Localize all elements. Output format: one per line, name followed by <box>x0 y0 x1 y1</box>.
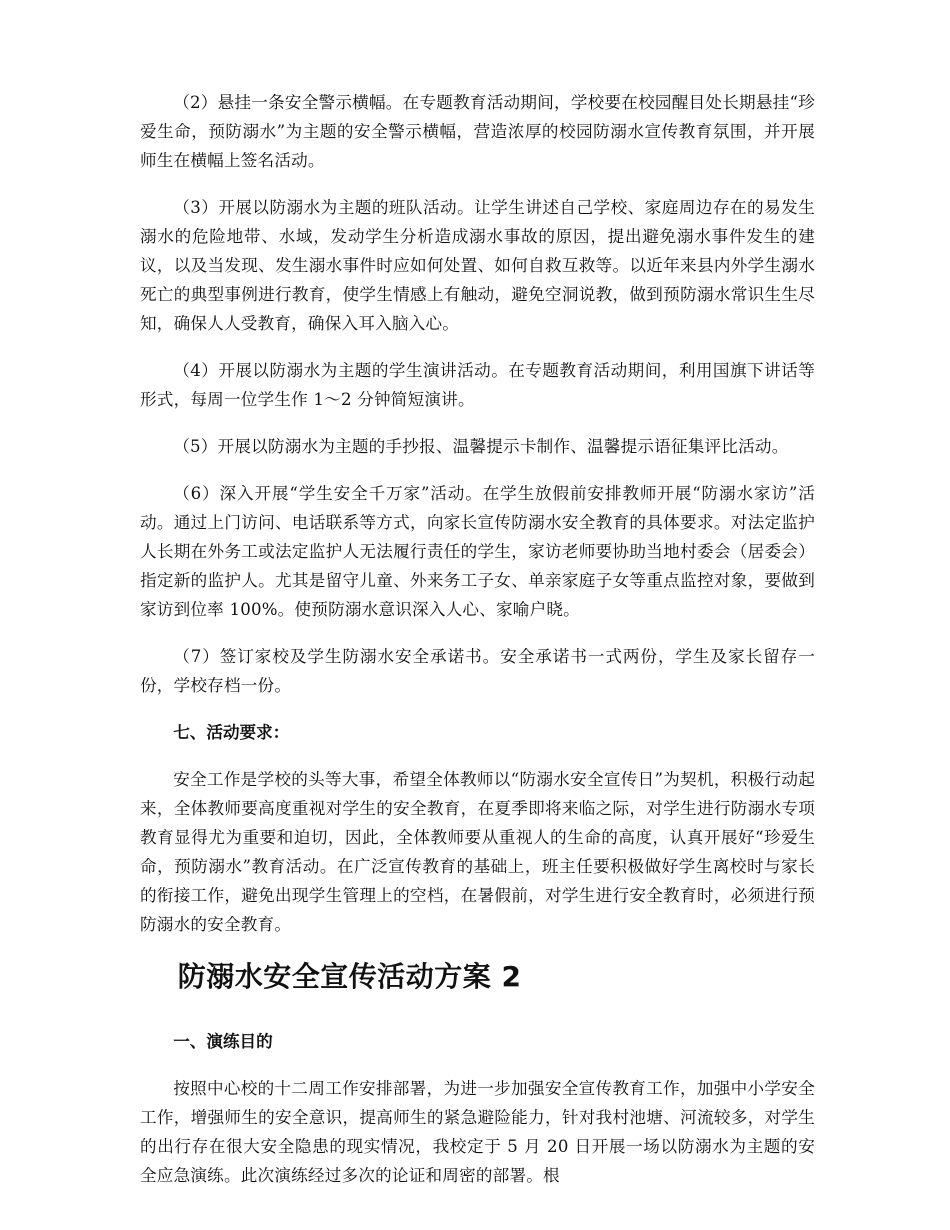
paragraph-handwritten-newspaper: （5）开展以防溺水为主题的手抄报、温馨提示卡制作、温馨提示语征集评比活动。 <box>173 437 789 456</box>
heading-drill-purpose: 一、演练目的 <box>173 1032 273 1051</box>
paragraph-drill-purpose: 按照中心校的十二周工作安排部署，为进一步加强安全宣传教育工作，加强中小学安全工作，增强师生的安全意识，提高师生的紧急避险能力，针对我村池塘、河流较多，对学生的出行存在很大安全隐患的现实情况，我校定于 5 月 20 日开展一场以防溺水为主题的安全应急演练。此次演练经过多次的论证和周密的部署。根 <box>140 1079 815 1185</box>
paragraph-safety-pledge: （7）签订家校及学生防溺水安全承诺书。安全承诺书一式两份，学生及家长留存一份，学校存档一份。 <box>140 647 815 695</box>
paragraph-class-activity: （3）开展以防溺水为主题的班队活动。让学生讲述自己学校、家庭周边存在的易发生溺水的危险地带、水域，发动学生分析造成溺水事故的原因，提出避免溺水事件发生的建议，以及当发现、发生溺水事件时应如何处置、如何自救互救等。以近年来县内外学生溺水死亡的典型事例进行教育，使学生情感上有触动，避免空洞说教，做到预防溺水常识生生尽知，确保人人受教育，确保入耳入脑入心。 <box>140 198 815 333</box>
section-title: 防溺水安全宣传活动方案 2 <box>177 960 522 993</box>
document-page <box>140 88 815 1208</box>
paragraph-activity-requirements: 安全工作是学校的头等大事，希望全体教师以“防溺水安全宣传日”为契机，积极行动起来，全体教师要高度重视对学生的安全教育，在夏季即将来临之际，对学生进行防溺水专项教育显得尤为重要和迫切，因此，全体教师要从重视人的生命的高度，认真开展好“珍爱生命，预防溺水”教育活动。在广泛宣传教育的基础上，班主任要积极做好学生离校时与家长的衔接工作，避免出现学生管理上的空档，在暑假前，对学生进行安全教育时，必须进行预防溺水的安全教育。 <box>140 770 815 934</box>
heading-activity-requirements: 七、活动要求： <box>173 723 290 742</box>
paragraph-speech-activity: （4）开展以防溺水为主题的学生演讲活动。在专题教育活动期间，利用国旗下讲话等形式，每周一位学生作 1～2 分钟简短演讲。 <box>140 361 815 409</box>
paragraph-home-visit: （6）深入开展“学生安全千万家”活动。在学生放假前安排教师开展“防溺水家访”活动。通过上门访问、电话联系等方式，向家长宣传防溺水安全教育的具体要求。对法定监护人长期在外务工或法定监护人无法履行责任的学生，家访老师要协助当地村委会（居委会）指定新的监护人。尤其是留守儿童、外来务工子女、单亲家庭子女等重点监控对象，要做到家访到位率 100%。使预防溺水意识深入人心、家喻户晓。 <box>140 484 815 619</box>
paragraph-banner: （2）悬挂一条安全警示横幅。在专题教育活动期间，学校要在校园醒目处长期悬挂“珍爱生命，预防溺水”为主题的安全警示横幅，营造浓厚的校园防溺水宣传教育氛围，并开展师生在横幅上签名活动。 <box>140 93 815 170</box>
